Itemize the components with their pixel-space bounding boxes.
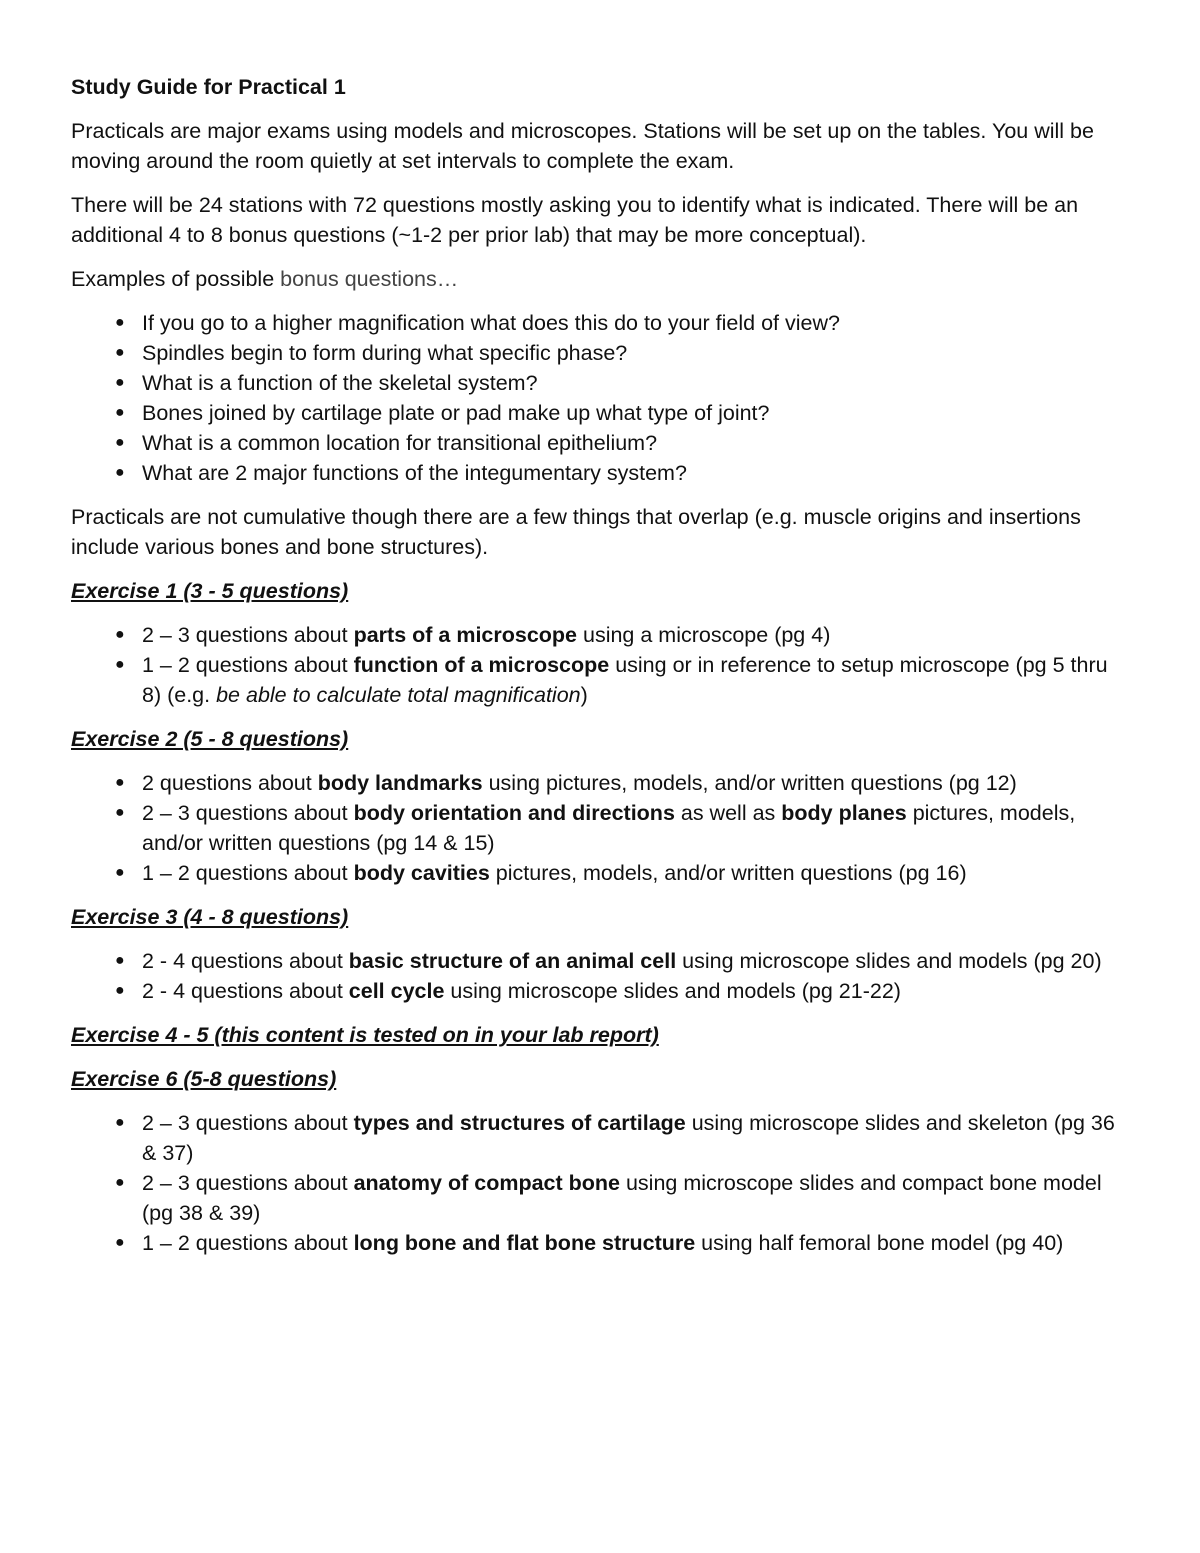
list-item: ● What is a common location for transitional epithelium? — [71, 428, 1130, 458]
bullet-icon: ● — [115, 434, 125, 451]
list-item: ● If you go to a higher magnification what does this do to your field of view? — [71, 308, 1130, 338]
list-item: ● 2 questions about body landmarks using pictures, models, and/or written questions (pg 12) — [71, 768, 1130, 798]
examples-intro — [71, 264, 1130, 294]
list-item: ● 1 – 2 questions about function of a microscope using or in reference to setup microscope (pg 5 thru 8) (e.g. be able to calculate total magnification) — [71, 650, 1130, 710]
bullet-icon: ● — [115, 404, 125, 421]
list-item: ● 2 - 4 questions about cell cycle using microscope slides and models (pg 21-22) — [71, 976, 1130, 1006]
list-item: ● 2 – 3 questions about parts of a microscope using a microscope (pg 4) — [71, 620, 1130, 650]
bullet-icon: ● — [115, 804, 125, 821]
bullet-icon: ● — [115, 374, 125, 391]
page-title: Study Guide for Practical 1 — [71, 75, 346, 99]
list-item: ● What are 2 major functions of the integumentary system? — [71, 458, 1130, 488]
exercise-4-5-heading: Exercise 4 - 5 (this content is tested on in your lab report) — [71, 1023, 659, 1047]
bullet-icon: ● — [115, 464, 125, 481]
bullet-icon: ● — [115, 656, 125, 673]
bullet-icon: ● — [115, 1114, 125, 1131]
exercise-1-list — [71, 620, 1130, 710]
bullet-icon: ● — [115, 1234, 125, 1251]
examples-lead: Examples of possible — [71, 267, 281, 291]
exercise-2-list — [71, 768, 1130, 888]
list-item: ● 2 - 4 questions about basic structure of an animal cell using microscope slides and models (pg 20) — [71, 946, 1130, 976]
list-item: ● 2 – 3 questions about types and structures of cartilage using microscope slides and skeleton (pg 36 & 37) — [71, 1108, 1130, 1168]
exercise-6-heading: Exercise 6 (5-8 questions) — [71, 1067, 337, 1091]
list-item: ● 1 – 2 questions about body cavities pictures, models, and/or written questions (pg 16) — [71, 858, 1130, 888]
bullet-icon: ● — [115, 774, 125, 791]
exercise-6-list — [71, 1108, 1130, 1258]
bullet-icon: ● — [115, 1174, 125, 1191]
exercise-1-heading: Exercise 1 (3 - 5 questions) — [71, 579, 349, 603]
intro-paragraph-1: Practicals are major exams using models and microscopes. Stations will be set up on the tables. You will be moving around the room quietly at set intervals to complete the exam. — [71, 119, 1094, 173]
exercise-3-list — [71, 946, 1130, 1006]
bullet-icon: ● — [115, 952, 125, 969]
exercise-3-heading: Exercise 3 (4 - 8 questions) — [71, 905, 349, 929]
bullet-icon: ● — [115, 344, 125, 361]
list-item: ● Bones joined by cartilage plate or pad make up what type of joint? — [71, 398, 1130, 428]
bullet-icon: ● — [115, 626, 125, 643]
examples-tail: bonus questions… — [280, 267, 459, 291]
cumulative-note: Practicals are not cumulative though there are a few things that overlap (e.g. muscle origins and insertions include various bones and bone structures). — [71, 505, 1081, 559]
list-item: ● 2 – 3 questions about anatomy of compact bone using microscope slides and compact bone model (pg 38 & 39) — [71, 1168, 1130, 1228]
exercise-2-heading: Exercise 2 (5 - 8 questions) — [71, 727, 349, 751]
intro-paragraph-2: There will be 24 stations with 72 questions mostly asking you to identify what is indicated. There will be an additional 4 to 8 bonus questions (~1-2 per prior lab) that may be more conceptual). — [71, 193, 1079, 247]
bullet-icon: ● — [115, 314, 125, 331]
list-item: ● What is a function of the skeletal system? — [71, 368, 1130, 398]
bonus-question-list — [71, 308, 1130, 488]
list-item: ● 1 – 2 questions about long bone and flat bone structure using half femoral bone model (pg 40) — [71, 1228, 1130, 1258]
bullet-icon: ● — [115, 864, 125, 881]
list-item: ● 2 – 3 questions about body orientation and directions as well as body planes pictures, models, and/or written questions (pg 14 & 15) — [71, 798, 1130, 858]
list-item: ● Spindles begin to form during what specific phase? — [71, 338, 1130, 368]
bullet-icon: ● — [115, 982, 125, 999]
